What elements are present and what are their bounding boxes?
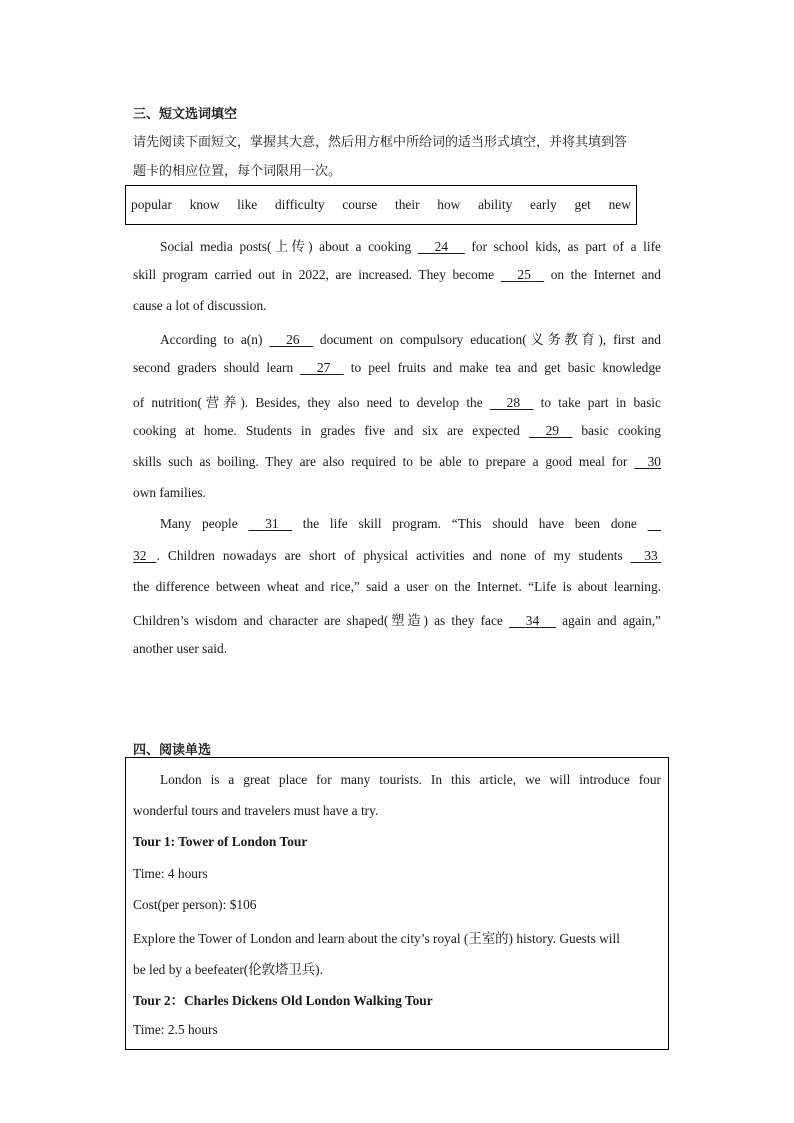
tour1-cost: Cost(per person): $106 (133, 897, 257, 912)
tour1-time: Time: 4 hours (133, 866, 208, 881)
word-bank-item: difficulty (274, 197, 325, 212)
word-bank-item: early (530, 197, 557, 212)
instructions-line2: 题卡的相应位置，每个词限用一次。 (133, 164, 342, 179)
blank-30[interactable]: 30 (647, 454, 661, 469)
word-bank-item: like (237, 197, 258, 212)
blank-33[interactable]: 33 (644, 548, 658, 563)
word-bank-item: ability (478, 197, 513, 212)
passage-line: second graders should learn 27 to peel fruits and make tea and get basic knowledge (133, 360, 661, 375)
tour1-title: Tour 1: Tower of London Tour (133, 834, 308, 849)
instructions-line1: 请先阅读下面短文，掌握其大意，然后用方框中所给词的适当形式填空，并将其填到答 (133, 135, 628, 150)
word-bank-box (125, 185, 637, 225)
word-bank-item: course (342, 197, 378, 212)
blank-26[interactable]: 26 (286, 332, 300, 347)
word-bank-item: their (394, 197, 420, 212)
passage-line: 32 . Children nowadays are short of physical activities and none of my students 33 (133, 548, 661, 564)
tour1-description: be led by a beefeater(伦敦塔卫兵). (133, 962, 323, 977)
passage-line: cause a lot of discussion. (133, 298, 267, 313)
passage-line: of nutrition(营养). Besides, they also need to develop the 28 to take part in basic (133, 395, 661, 410)
section3-heading: 三、短文选词填空 (133, 107, 238, 122)
passage-line: Children’s wisdom and character are shaped(塑造) as they face 34 again and again,” (133, 613, 661, 628)
word-bank-item: how (437, 197, 461, 212)
word-bank-item: get (574, 197, 591, 212)
blank-29[interactable]: 29 (545, 423, 559, 438)
blank-34[interactable]: 34 (525, 613, 540, 628)
passage-line: Many people 31 the life skill program. “This should have been done (160, 516, 661, 532)
tour1-description: Explore the Tower of London and learn about the city’s royal (王室的) history. Guests will (133, 931, 620, 946)
intro-line: wonderful tours and travelers must have a try. (133, 803, 379, 818)
section4-heading: 四、阅读单选 (133, 743, 212, 758)
tour2-time: Time: 2.5 hours (133, 1022, 218, 1037)
passage-line: According to a(n) 26 document on compulsory education(义务教育), first and (160, 332, 661, 347)
blank-24[interactable]: 24 (434, 239, 449, 254)
tour2-title: Tour 2：Charles Dickens Old London Walking Tour (133, 993, 433, 1008)
blank-27[interactable]: 27 (316, 360, 331, 375)
word-bank-item: know (189, 197, 220, 212)
word-bank-item: popular (131, 197, 172, 212)
passage-line: another user said. (133, 641, 228, 656)
word-bank-item: new (608, 197, 631, 212)
passage-line: cooking at home. Students in grades five and six are expected 29 basic cooking (133, 423, 661, 438)
blank-25[interactable]: 25 (517, 267, 531, 282)
blank-28[interactable]: 28 (506, 395, 521, 410)
passage-line: skill program carried out in 2022, are increased. They become 25 on the Internet and (133, 267, 661, 282)
blank-31[interactable]: 31 (265, 516, 279, 531)
intro-line: London is a great place for many tourists. In this article, we will introduce four (160, 772, 661, 787)
passage-line: skills such as boiling. They are also required to be able to prepare a good meal for 30 (133, 454, 661, 469)
passage-line: Social media posts(上传) about a cooking 24 for school kids, as part of a life (160, 239, 661, 254)
passage-line: the difference between wheat and rice,” said a user on the Internet. “Life is about learning. (133, 579, 661, 594)
blank-32[interactable]: 32 (133, 548, 147, 563)
passage-line: own families. (133, 485, 206, 500)
blank-32-start (648, 516, 661, 532)
